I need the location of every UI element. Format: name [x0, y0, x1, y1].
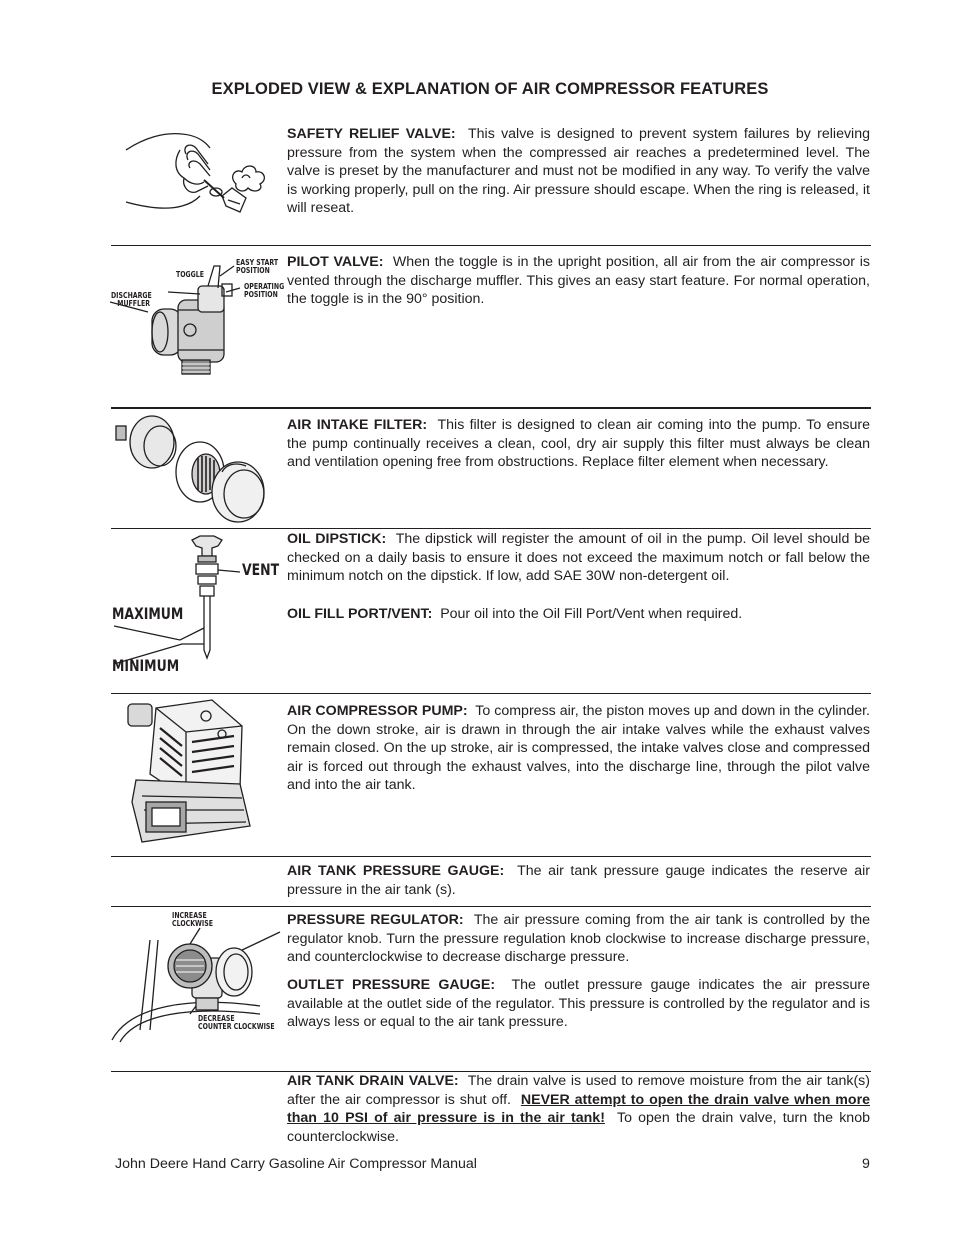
- oil-dipstick-description: OIL DIPSTICK: The dipstick will register the amount of oil in the pump. Oil level should be checked on a daily basis to ensure it does not exceed the maximum notch or fall below the minimum notch on the dipstick. If low, add SAE 30W non-detergent oil.: [287, 531, 870, 585]
- safety-relief-valve-illustration: [124, 124, 274, 220]
- section-divider: [111, 528, 871, 529]
- pressure-regulator-description: PRESSURE REGULATOR: The air pressure coming from the air tank is controlled by the regulator knob. Turn the pressure regulation knob clockwise to increase discharge pressure, and counterclockwise to decrease discharge pressure.: [287, 912, 870, 966]
- vent-label: VENT: [242, 560, 280, 579]
- air-intake-filter-description: AIR INTAKE FILTER: This filter is designed to clean air coming into the pump. To ensure the pump continually receives a clean, cool, dry air supply this filter must always be clean and ventilation opening free from obstructions. Replace filter element when necessary.: [287, 417, 870, 471]
- discharge-muffler-label: DISCHARGE MUFFLER: [111, 291, 152, 308]
- maximum-label: MAXIMUM: [112, 604, 184, 623]
- section-divider: [111, 245, 871, 246]
- oil-dipstick-illustration: [108, 532, 288, 682]
- oil-fill-port-description: OIL FILL PORT/VENT: Pour oil into the Oil Fill Port/Vent when required.: [287, 606, 743, 622]
- section-divider: [111, 906, 871, 907]
- decrease-counter-clockwise-label: DECREASE COUNTER CLOCKWISE: [198, 1014, 275, 1031]
- minimum-label: MINIMUM: [112, 656, 180, 675]
- easy-start-position-label: EASY START POSITION: [236, 258, 279, 275]
- pressure-regulator-illustration: [110, 910, 285, 1045]
- outlet-pressure-gauge-description: OUTLET PRESSURE GAUGE: The outlet pressure gauge indicates the air pressure available at the outlet side of the regulator. This pressure is controlled by the regulator and is always less or equal to the air tank pressure.: [287, 977, 870, 1031]
- air-tank-drain-valve-description: AIR TANK DRAIN VALVE: The drain valve is used to remove moisture from the air tank(s) after the air compressor is shut off. NEVER attempt to open the drain valve when more than 10 PSI of air pressure is in the air tank! To open the drain valve, turn the knob counterclockwise.: [287, 1073, 871, 1145]
- pilot-valve-illustration: [108, 254, 283, 379]
- page-number: 9: [862, 1156, 870, 1172]
- air-compressor-pump-description: AIR COMPRESSOR PUMP: To compress air, the piston moves up and down in the cylinder. On the down stroke, air is drawn in through the air intake valves while the exhaust valves remain closed. On the up stroke, air is compressed, the intake valves close and compressed air is forced out through the exhaust valves, into the discharge line, through the pilot valve and into the air tank.: [287, 703, 870, 794]
- page-title: EXPLODED VIEW & EXPLANATION OF AIR COMPRESSOR FEATURES: [211, 80, 769, 98]
- safety-relief-valve-description: SAFETY RELIEF VALVE: This valve is designed to prevent system failures by relieving pressure from the system when the compressed air reaches a predetermined level. The valve is preset by the manufacturer and must not be modified in any way. To verify the valve is working properly, pull on the ring. Air pressure should escape. When the ring is released, it will reseat.: [287, 126, 870, 217]
- operating-position-label: OPERATING POSITION: [244, 282, 285, 299]
- drain-valve-warning: NEVER attempt to open the drain valve when more than 10 PSI of air pressure is in the air tank!: [287, 1091, 871, 1127]
- air-compressor-pump-illustration: [126, 698, 262, 848]
- section-divider: [111, 693, 871, 694]
- section-divider: [111, 856, 871, 857]
- air-intake-filter-illustration: [112, 412, 270, 524]
- section-divider: [111, 407, 871, 409]
- footer-manual-title: John Deere Hand Carry Gasoline Air Compressor Manual: [115, 1156, 477, 1172]
- increase-clockwise-label: INCREASE CLOCKWISE: [172, 911, 214, 928]
- pilot-valve-description: PILOT VALVE: When the toggle is in the upright position, all air from the air compressor is vented through the discharge muffler. This gives an easy start feature. For normal operation, the toggle is in the 90° position.: [287, 254, 870, 308]
- toggle-label: TOGGLE: [176, 270, 205, 279]
- air-tank-pressure-gauge-description: AIR TANK PRESSURE GAUGE: The air tank pressure gauge indicates the reserve air pressure in the air tank (s).: [287, 863, 870, 898]
